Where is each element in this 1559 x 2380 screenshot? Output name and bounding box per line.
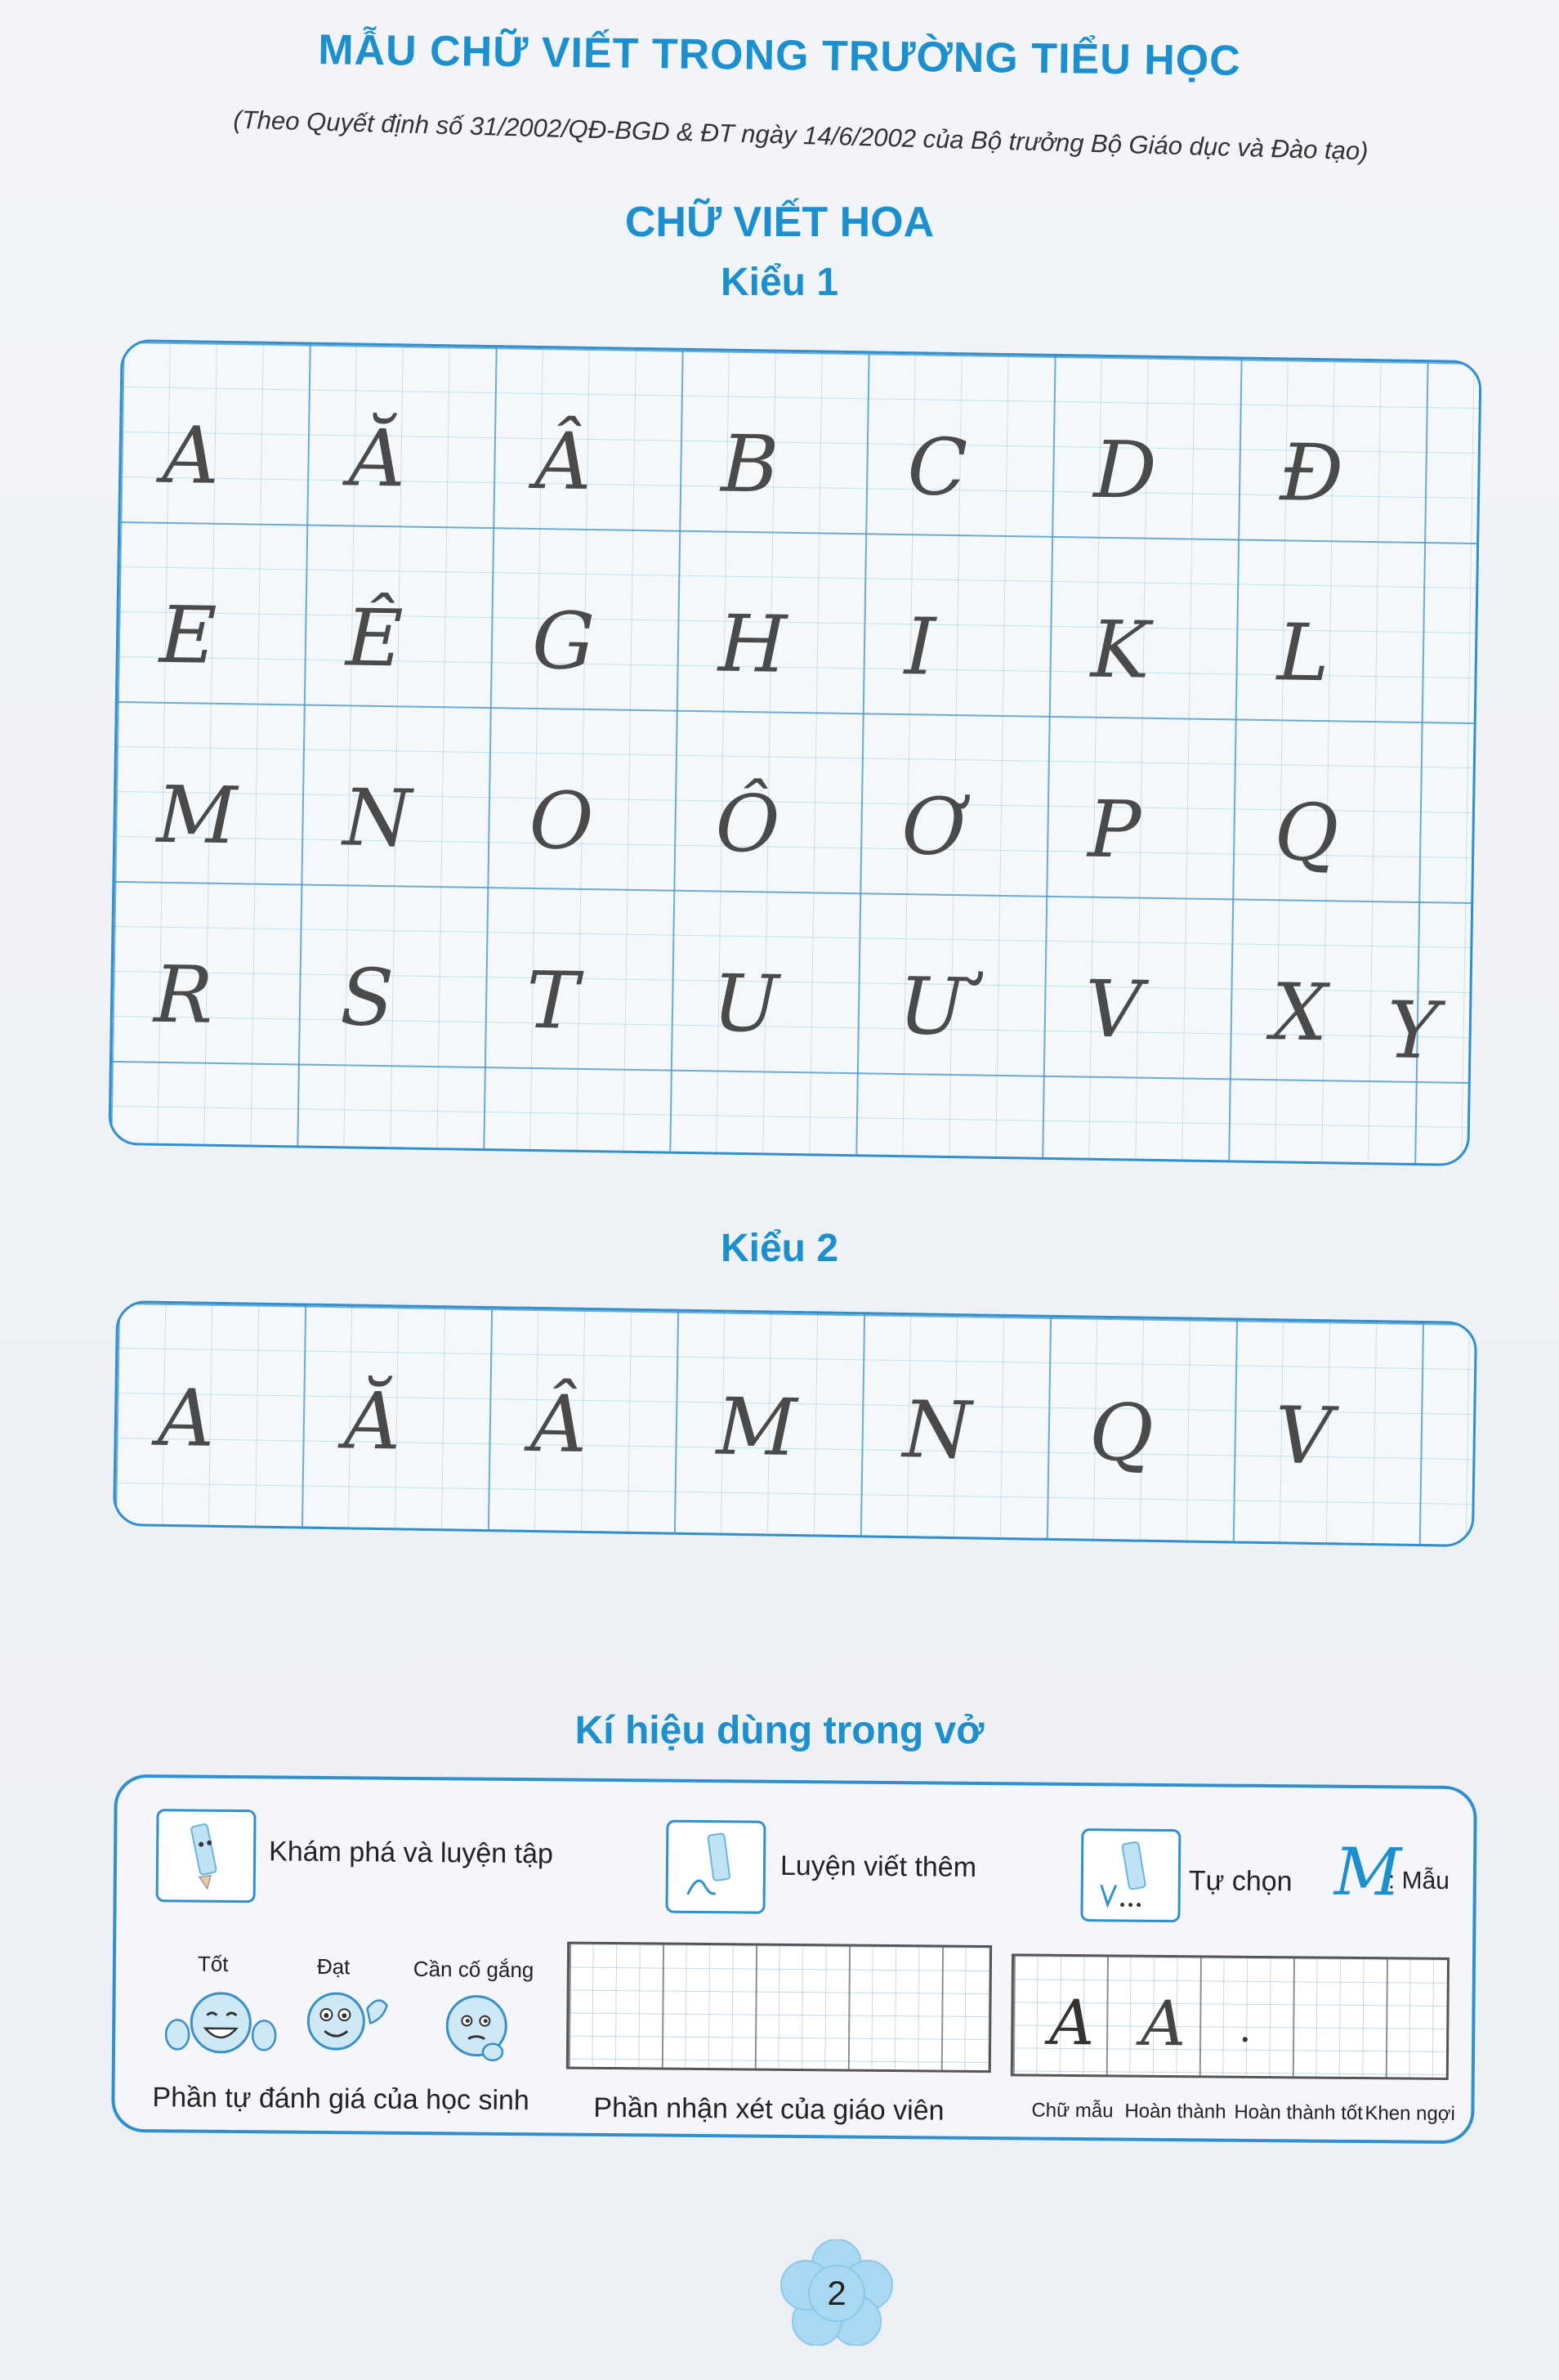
letter-cell: A [161,409,220,502]
letter-cell: Ă [343,1375,402,1468]
good-label: Tốt [197,1951,229,1976]
letter-cell: Â [529,1377,588,1470]
column-sample-label: Chữ mẫu [1031,2099,1114,2123]
page-number: 2 [827,2274,847,2312]
style1-label: Kiểu 1 [720,261,839,304]
letter-cell: Ô [714,777,781,870]
letter-cell: N [902,1384,972,1477]
style1-letter-grid [108,339,1481,1166]
sample-label: : Mẫu [1387,1867,1450,1895]
letter-cell: L [1276,606,1330,700]
sample-letter-1: A [1048,1985,1095,2060]
extra-practice-label: Luyện viết thêm [780,1850,977,1883]
letter-cell: M [155,768,238,862]
letter-cell: Q [1088,1386,1155,1479]
letter-cell: Ơ [900,781,967,874]
letter-cell: U [712,957,780,1050]
letter-cell: Đ [1279,427,1344,520]
letter-cell: A [157,1371,216,1465]
letter-cell: Ư [898,960,966,1054]
letter-cell: R [153,948,214,1041]
try-label: Cần cố gắng [413,1956,534,1983]
extra-practice-icon-box [665,1820,766,1914]
sample-letter-2: A [1140,1986,1186,2060]
letter-cell: V [1274,1389,1333,1483]
letter-cell: T [525,954,580,1047]
legend-heading: Kí hiệu dùng trong vở [574,1709,985,1752]
letter-row-4 [112,881,1471,1082]
letter-cell: E [159,588,218,682]
letter-cell: Y [1386,984,1441,1077]
column-praise-label: Khen ngợi [1365,2102,1455,2126]
letter-cell: G [531,594,596,688]
column-done-label: Hoàn thành [1124,2100,1226,2123]
pencil-writing-icon [683,1831,749,1904]
letter-cell: Ă [347,412,406,505]
column-done-well-label: Hoàn thành tốt [1234,2100,1363,2125]
letter-cell: D [1092,423,1158,517]
pencil-dots-icon [1098,1839,1164,1912]
teacher-note-label: Phần nhận xét của giáo viên [593,2091,945,2127]
sample-letter: M [1333,1833,1402,1911]
self-eval-label: Phần tự đánh giá của học sinh [152,2082,529,2117]
letter-cell: S [339,951,395,1045]
letter-row-3 [114,701,1473,902]
smiley-pass-icon [295,1984,394,2058]
page-title: MẪU CHỮ VIẾT TRONG TRƯỜNG TIỂU HỌC [317,26,1242,85]
letter-row-1 [120,342,1479,543]
explore-label: Khám phá và luyện tập [268,1836,554,1870]
letter-cell: O [528,774,595,868]
optional-label: Tự chọn [1188,1865,1293,1898]
style2-letter-grid [113,1300,1477,1547]
optional-icon-box [1080,1828,1181,1922]
letter-cell: B [720,418,780,511]
letter-cell: C [906,421,968,514]
letter-cell: P [1087,783,1142,876]
letter-cell: Â [534,414,592,508]
letter-row-2 [118,521,1476,722]
letter-cell: K [1090,603,1150,696]
letter-cell: I [904,601,936,693]
letter-cell: V [1084,963,1143,1056]
letter-cell: N [342,772,413,865]
style2-label: Kiểu 2 [720,1227,839,1270]
explore-icon-box [156,1809,257,1903]
letter-cell: H [717,597,788,691]
pass-label: Đạt [316,1953,351,1980]
letter-cell: M [716,1380,798,1474]
sample-letter-3: . [1239,2005,1252,2051]
sample-evaluation-grid [1011,1953,1450,2080]
letter-cell: X [1271,966,1329,1059]
section-heading-uppercase: CHỮ VIẾT HOA [624,199,935,246]
pencil-icon [173,1819,239,1892]
smiley-try-icon [436,1988,518,2070]
letter-cell: Ê [345,592,404,685]
legend-box [111,1774,1477,2145]
smiley-good-icon [159,1985,283,2060]
page-subtitle: (Theo Quyết định số 31/2002/QĐ-BGD & ĐT ngày 14/6/2002 của Bộ trưởng Bộ Giáo dục và Đào tạo) [233,105,1369,166]
teacher-note-grid [566,1942,992,2074]
letter-cell: Q [1273,786,1340,879]
